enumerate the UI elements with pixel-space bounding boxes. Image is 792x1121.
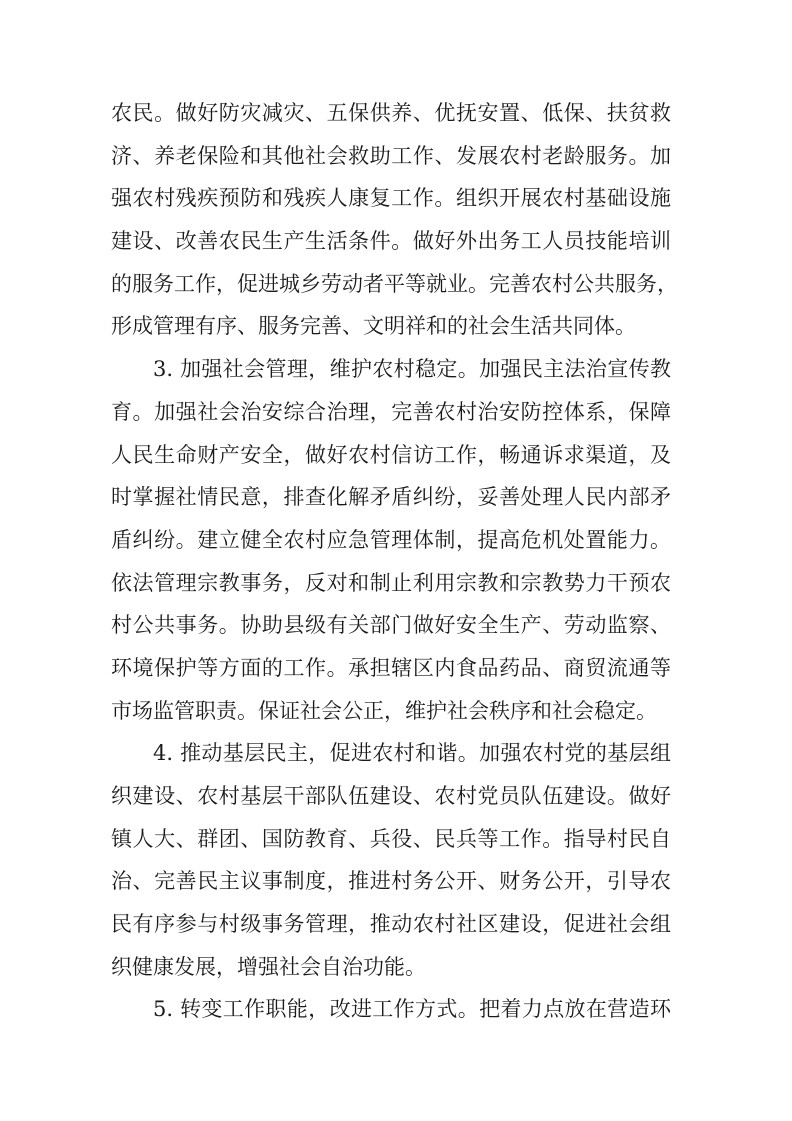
text-line: 村公共事务。协助县级有关部门做好安全生产、劳动监察、 [111, 613, 671, 638]
text-line: 时掌握社情民意，排查化解矛盾纠纷，妥善处理人民内部矛 [111, 485, 671, 510]
text-line: 治、完善民主议事制度，推进村务公开、财务公开，引导农 [111, 869, 671, 894]
text-line: 济、养老保险和其他社会救助工作、发展农村老龄服务。加 [111, 143, 671, 168]
text-line: 织健康发展，增强社会自治功能。 [111, 954, 426, 979]
text-line: 民有序参与村级事务管理，推动农村社区建设，促进社会组 [111, 912, 671, 937]
text-line: 形成管理有序、服务完善、文明祥和的社会生活共同体。 [111, 314, 636, 339]
paragraph-first-line: 4. 推动基层民主，促进农村和谐。加强农村党的基层组 [153, 741, 671, 766]
text-line: 的服务工作，促进城乡劳动者平等就业。完善农村公共服务， [111, 271, 678, 296]
text-line: 农民。做好防灾减灾、五保供养、优抚安置、低保、扶贫救 [111, 101, 671, 125]
text-line: 建设、改善农民生产生活条件。做好外出务工人员技能培训 [111, 229, 671, 254]
text-line: 育。加强社会治安综合治理，完善农村治安防控体系，保障 [111, 399, 671, 424]
paragraph-first-line: 5. 转变工作职能，改进工作方式。把着力点放在营造环 [153, 997, 671, 1022]
text-line: 盾纠纷。建立健全农村应急管理体制，提高危机处置能力。 [111, 527, 671, 552]
text-line: 人民生命财产安全，做好农村信访工作，畅通诉求渠道，及 [111, 442, 671, 467]
text-line: 依法管理宗教事务，反对和制止利用宗教和宗教势力干预农 [111, 570, 671, 595]
body-text [111, 92, 678, 1031]
text-line: 环境保护等方面的工作。承担辖区内食品药品、商贸流通等 [111, 655, 671, 680]
text-line: 强农村残疾预防和残疾人康复工作。组织开展农村基础设施 [111, 186, 671, 211]
text-line: 市场监管职责。保证社会公正，维护社会秩序和社会稳定。 [111, 698, 657, 723]
text-line: 镇人大、群团、国防教育、兵役、民兵等工作。指导村民自 [111, 826, 671, 851]
paragraph-first-line: 3. 加强社会管理，维护农村稳定。加强民主法治宣传教 [153, 357, 671, 382]
text-line: 织建设、农村基层干部队伍建设、农村党员队伍建设。做好 [111, 784, 671, 808]
